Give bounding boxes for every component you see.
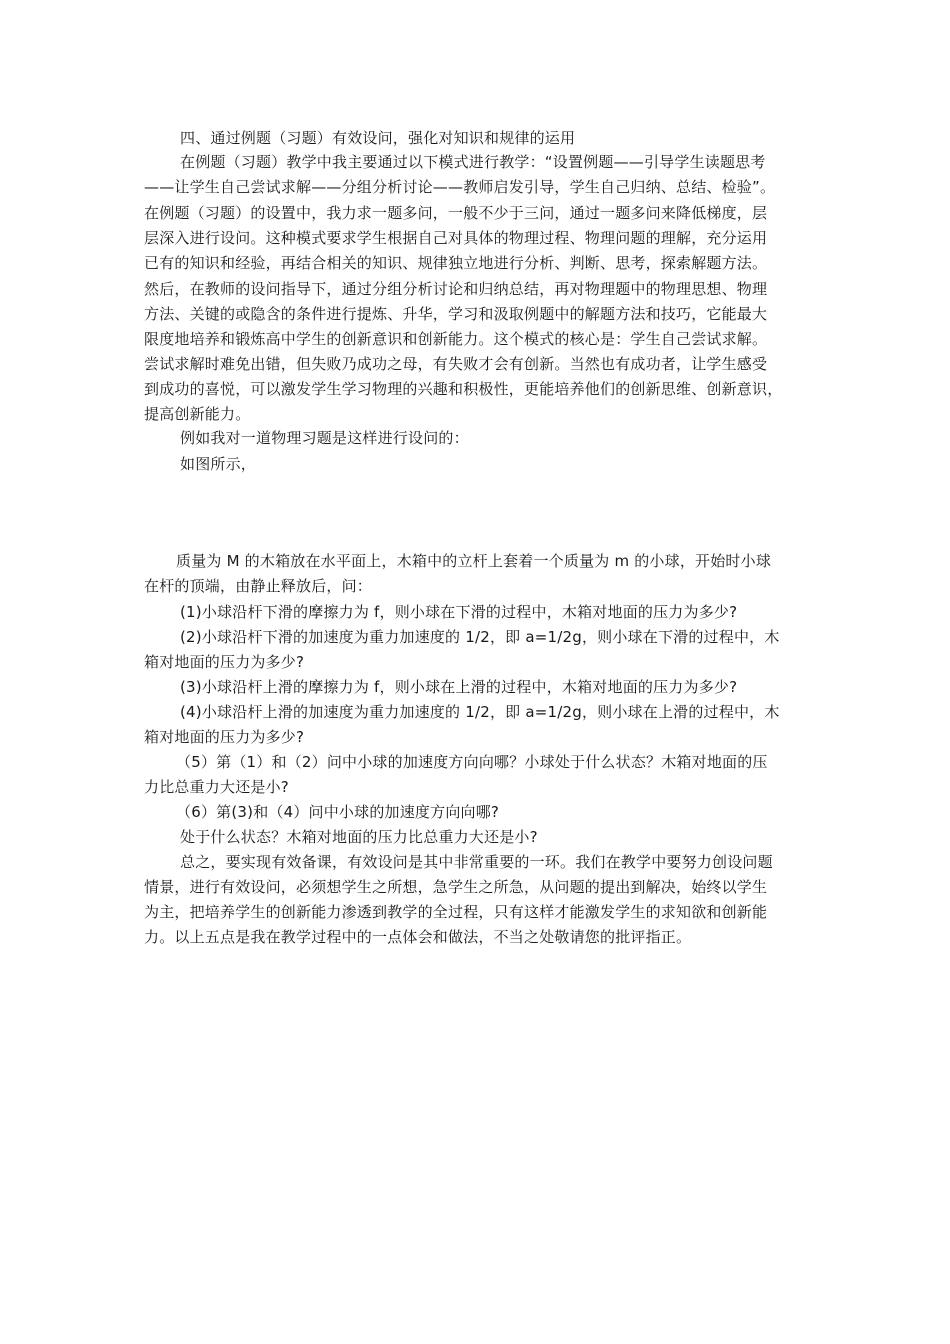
intro-line: 然后，在教师的设问指导下，通过分组分析讨论和归纳总结，再对物理题中的物理思想、物理 <box>144 280 768 298</box>
figure-reference: 如图所示， <box>180 455 257 473</box>
problem-line: 质量为 M 的木箱放在水平面上，木箱中的立杆上套着一个质量为 m 的小球，开始时小球 <box>176 552 772 570</box>
conclusion-line: 力。以上五点是我在教学过程中的一点体会和做法，不当之处敬请您的批评指正。 <box>144 928 692 946</box>
example-intro: 例如我对一道物理习题是这样进行设问的： <box>180 429 469 447</box>
intro-line: 在例题（习题）教学中我主要通过以下模式进行教学：“设置例题——引导学生读题思考 <box>180 153 766 171</box>
question-3: (3)小球沿杆上滑的摩擦力为 f，则小球在上滑的过程中，木箱对地面的压力为多少? <box>180 678 738 696</box>
intro-line: 方法、关键的或隐含的条件进行提炼、升华，学习和汲取例题中的解题方法和技巧，它能最大 <box>144 305 768 323</box>
question-6: （6）第(3)和（4）问中小球的加速度方向向哪? <box>176 803 500 821</box>
question-4-cont: 箱对地面的压力为多少? <box>144 728 305 746</box>
problem-line: 在杆的顶端，由静止释放后，问： <box>144 577 373 595</box>
intro-line: 到成功的喜悦，可以激发学生学习物理的兴趣和积极性，更能培养他们的创新思维、创新意识， <box>144 380 783 398</box>
question-6-followup: 处于什么状态？木箱对地面的压力比总重力大还是小? <box>180 828 538 846</box>
question-5: （5）第（1）和（2）问中小球的加速度方向向哪？小球处于什么状态？木箱对地面的压 <box>176 753 768 771</box>
intro-line: 层深入进行设问。这种模式要求学生根据自己对具体的物理过程、物理问题的理解，充分运用 <box>144 229 768 247</box>
intro-line: 已有的知识和经验，再结合相关的知识、规律独立地进行分析、判断、思考，探索解题方法。 <box>144 254 768 272</box>
intro-line: 提高创新能力。 <box>144 405 251 423</box>
question-2: (2)小球沿杆下滑的加速度为重力加速度的 1/2，即 a=1/2g，则小球在下滑的过程中，木 <box>180 628 780 646</box>
conclusion-line: 为主，把培养学生的创新能力渗透到教学的全过程，只有这样才能激发学生的求知欲和创新能 <box>144 903 768 921</box>
intro-line: 限度地培养和锻炼高中学生的创新意识和创新能力。这个模式的核心是：学生自己尝试求解。 <box>144 330 768 348</box>
question-2-cont: 箱对地面的压力为多少? <box>144 653 305 671</box>
intro-line: 尝试求解时难免出错，但失败乃成功之母，有失败才会有创新。当然也有成功者，让学生感受 <box>144 355 768 373</box>
intro-line: ——让学生自己尝试求解——分组分析讨论——教师启发引导，学生自己归纳、总结、检验”。 <box>144 178 776 196</box>
question-1: (1)小球沿杆下滑的摩擦力为 f，则小球在下滑的过程中，木箱对地面的压力为多少? <box>180 603 738 621</box>
question-4: (4)小球沿杆上滑的加速度为重力加速度的 1/2，即 a=1/2g，则小球在上滑的过程中，木 <box>180 703 780 721</box>
conclusion-line: 情景，进行有效设问，必须想学生之所想，急学生之所急，从问题的提出到解决，始终以学生 <box>144 878 768 896</box>
section-heading: 四、通过例题（习题）有效设问，强化对知识和规律的运用 <box>180 129 576 147</box>
intro-line: 在例题（习题）的设置中，我力求一题多问，一般不少于三问，通过一题多问来降低梯度，层 <box>144 204 768 222</box>
conclusion-line: 总之，要实现有效备课，有效设问是其中非常重要的一环。我们在教学中要努力创设问题 <box>180 853 773 871</box>
question-5-cont: 力比总重力大还是小? <box>144 778 289 796</box>
